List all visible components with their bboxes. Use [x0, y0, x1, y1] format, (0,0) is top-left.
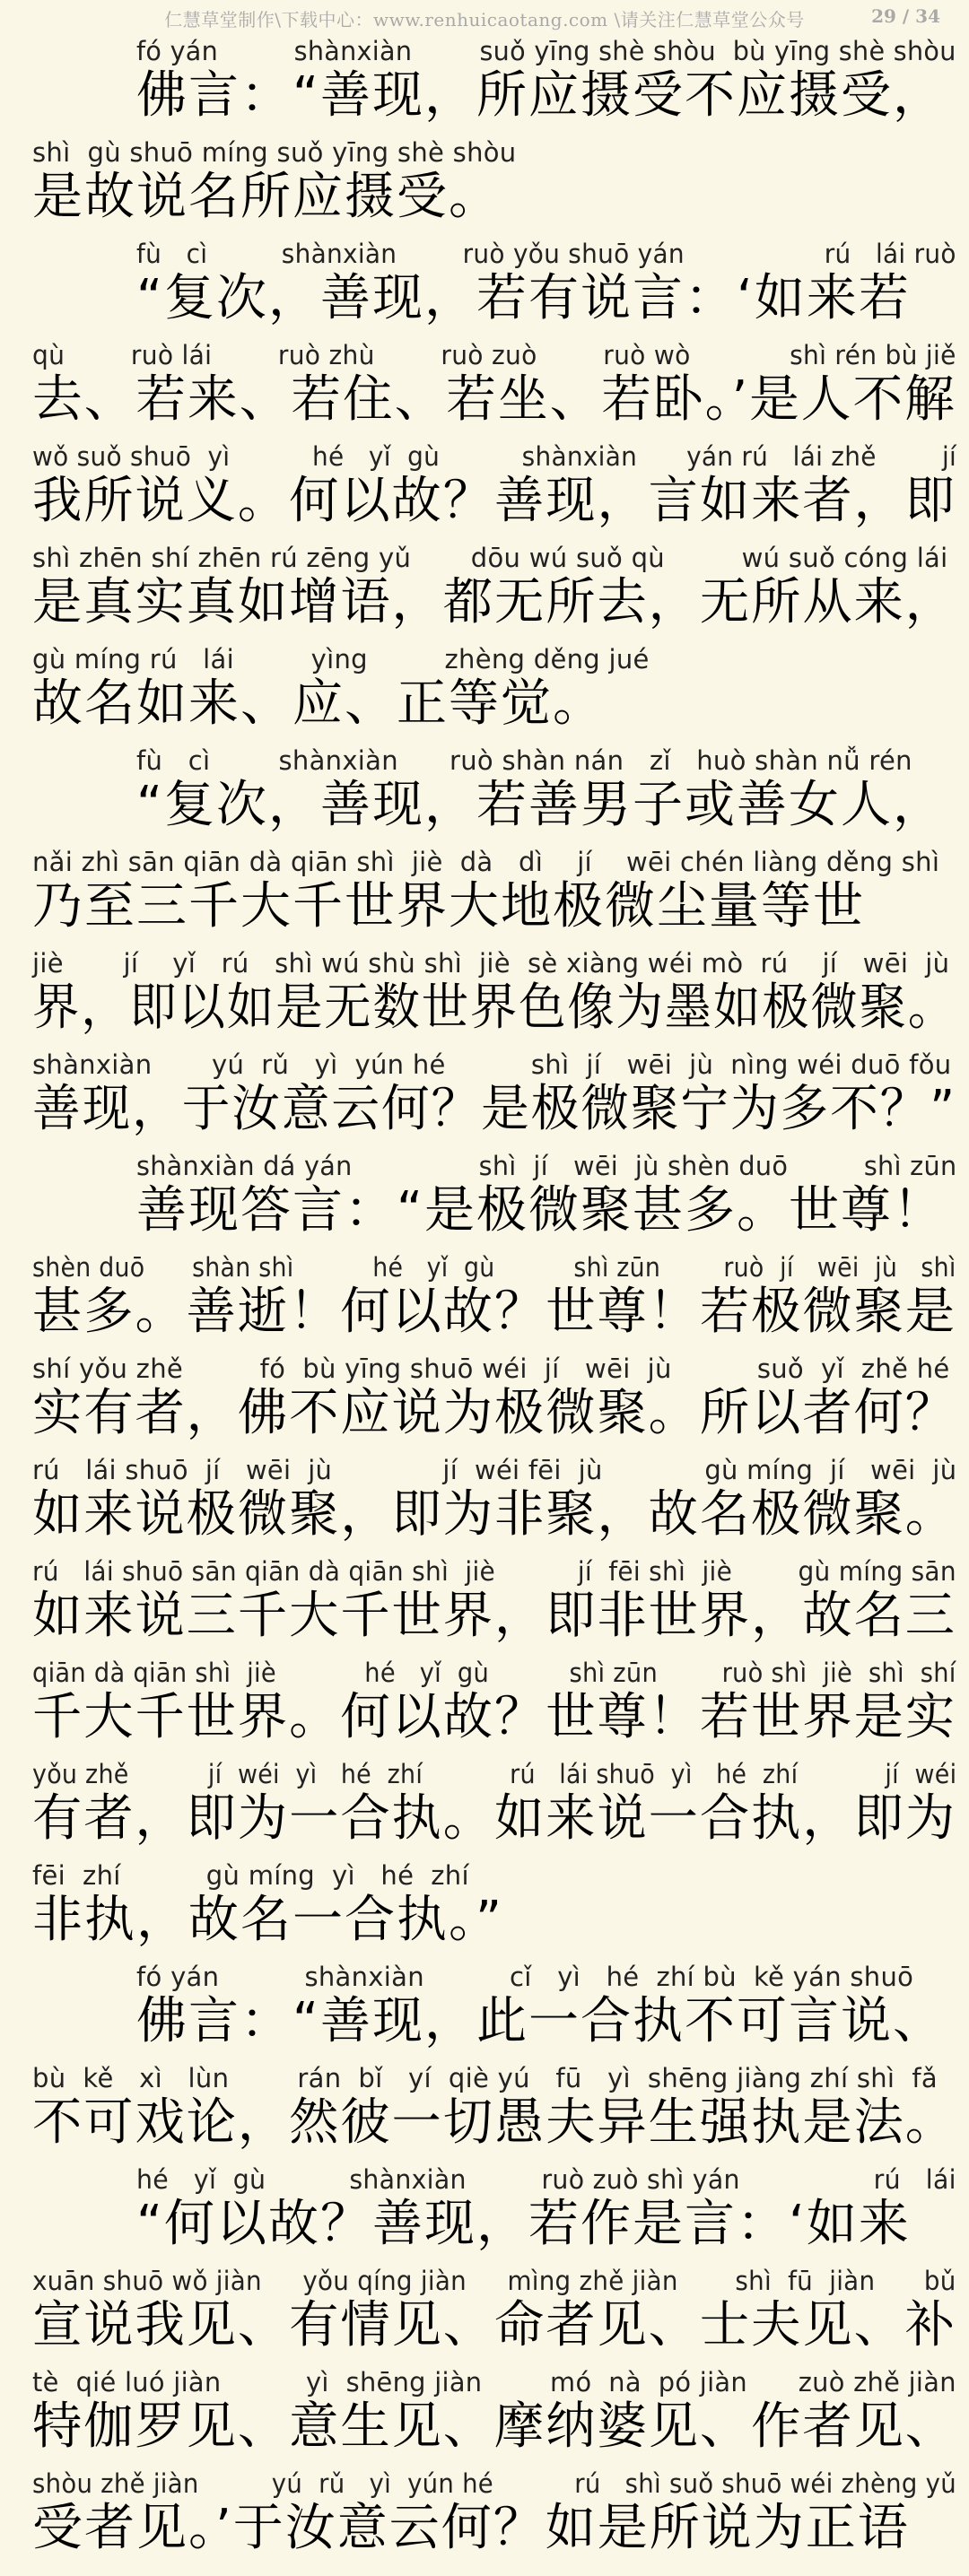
text-line — [0, 1759, 969, 1860]
chinese-text: “复次，善现，若善男子或善女人， — [136, 776, 946, 834]
pinyin-annotation: xuān shuō wǒ jiàn yǒu qíng jiàn mìng zhě jiàn shì fū jiàn bǔ — [32, 2266, 956, 2296]
pinyin-annotation: shòu zhě jiàn yú rǔ yì yún hé rú shì suǒ shuō wéi zhèng yǔ — [32, 2468, 956, 2499]
pinyin-annotation: shèn duō shàn shì hé yǐ gù shì zūn ruò jí wēi jù shì — [32, 1252, 956, 1283]
pinyin-annotation: fó yán shànxiàn cǐ yì hé zhí bù kě yán shuō — [136, 1962, 914, 1992]
text-line — [0, 543, 969, 644]
chinese-text: 非执，故名一合执。” — [32, 1891, 504, 1949]
text-line — [0, 239, 969, 340]
pinyin-annotation: shànxiàn yú rǔ yì yún hé shì jí wēi jù nìng wéi duō fǒu — [32, 1049, 952, 1080]
pinyin-annotation: wǒ suǒ shuō yì hé yǐ gù shànxiàn yán rú lái zhě jí — [32, 441, 957, 472]
text-line — [0, 847, 969, 948]
text-line — [0, 948, 969, 1049]
pinyin-annotation: rú lái shuō sān qiān dà qiān shì jiè jí fēi shì jiè gù míng sān — [32, 1556, 956, 1587]
text-line — [0, 2063, 969, 2164]
text-line — [0, 2367, 969, 2468]
text-line — [0, 644, 969, 745]
chinese-text: 界，即以如是无数世界色像为墨如极微聚。 — [32, 979, 957, 1037]
text-line — [0, 1658, 969, 1759]
chinese-text: 实有者，佛不应说为极微聚。所以者何？ — [32, 1384, 957, 1442]
pinyin-annotation: fù cì shànxiàn ruò shàn nán zǐ huò shàn nǚ rén — [136, 745, 912, 776]
text-line — [0, 340, 969, 441]
chinese-text: 去、若来、若住、若坐、若卧。’是人不解 — [32, 370, 956, 429]
pinyin-annotation: rú lái shuō jí wēi jù jí wéi fēi jù gù míng jí wēi jù — [32, 1455, 957, 1485]
text-line — [0, 137, 969, 239]
text-line — [0, 2468, 969, 2570]
page-number: 29 / 34 — [871, 5, 940, 27]
pinyin-annotation: fù cì shànxiàn ruò yǒu shuō yán rú lái ruò — [136, 239, 956, 269]
chinese-text: 是真实真如增语，都无所去，无所从来， — [32, 573, 957, 631]
chinese-text: 特伽罗见、意生见、摩纳婆见、作者见、 — [32, 2398, 957, 2456]
chinese-text: 乃至三千大千世界大地极微尘量等世 — [32, 877, 865, 936]
chinese-text: 千大千世界。何以故？世尊！若世界是实 — [32, 1688, 957, 1746]
text-line — [0, 1353, 969, 1455]
pinyin-annotation: shì zhēn shí zhēn rú zēng yǔ dōu wú suǒ qù wú suǒ cóng lái — [32, 543, 948, 573]
text-line — [0, 1151, 969, 1252]
chinese-text: 是故说名所应摄受。 — [32, 168, 501, 226]
chinese-text: 我所说义。何以故？善现，言如来者，即 — [32, 472, 957, 530]
chinese-text: 佛言：“善现，所应摄受不应摄受， — [136, 66, 946, 125]
text-line — [0, 1556, 969, 1658]
text-line — [0, 745, 969, 847]
pinyin-annotation: yǒu zhě jí wéi yì hé zhí rú lái shuō yì hé zhí jí wéi — [32, 1759, 957, 1789]
chinese-text: 如来说极微聚，即为非聚，故名极微聚。 — [32, 1485, 957, 1544]
pinyin-annotation: gù míng rú lái yìng zhèng děng jué — [32, 644, 650, 674]
pinyin-annotation: hé yǐ gù shànxiàn ruò zuò shì yán rú lái — [136, 2164, 956, 2195]
pinyin-annotation: shì gù shuō míng suǒ yīng shè shòu — [32, 137, 517, 168]
pinyin-annotation: tè qié luó jiàn yì shēng jiàn mó nà pó jiàn zuò zhě jiàn — [32, 2367, 956, 2398]
text-line — [0, 1455, 969, 1556]
chinese-text: 佛言：“善现，此一合执不可言说、 — [136, 1992, 946, 2050]
text-line — [0, 2164, 969, 2266]
chinese-text: 甚多。善逝！何以故？世尊！若极微聚是 — [32, 1283, 957, 1341]
chinese-text: 宣说我见、有情见、命者见、士夫见、补 — [32, 2296, 957, 2354]
chinese-text: “何以故？善现，若作是言：‘如来 — [136, 2195, 911, 2253]
chinese-text: 善现答言：“是极微聚甚多。世尊！ — [136, 1181, 946, 1240]
header-title: 仁慧草堂制作\下载中心：www.renhuicaotang.com \请关注仁慧草堂公众号 — [164, 9, 805, 30]
pinyin-annotation: bù kě xì lùn rán bǐ yí qiè yú fū yì shēng jiàng zhí shì fǎ — [32, 2063, 938, 2093]
chinese-text: 受者见。’于汝意云何？如是所说为正语 — [32, 2499, 910, 2557]
pinyin-annotation: shí yǒu zhě fó bù yīng shuō wéi jí wēi jù suǒ yǐ zhě hé — [32, 1353, 950, 1384]
pinyin-annotation: jiè jí yǐ rú shì wú shù shì jiè sè xiàng wéi mò rú jí wēi jù — [32, 948, 950, 979]
pinyin-annotation: fēi zhí gù míng yì hé zhí — [32, 1860, 469, 1891]
text-line — [0, 1049, 969, 1151]
chinese-text: 不可戏论，然彼一切愚夫异生强执是法。 — [32, 2093, 957, 2152]
chinese-text: 如来说三千大千世界，即非世界，故名三 — [32, 1587, 957, 1645]
pinyin-annotation: nǎi zhì sān qiān dà qiān shì jiè dà dì jí wēi chén liàng děng shì — [32, 847, 940, 877]
pinyin-annotation: qiān dà qiān shì jiè hé yǐ gù shì zūn ruò shì jiè shì shí — [32, 1658, 956, 1688]
pinyin-annotation: qù ruò lái ruò zhù ruò zuò ruò wò shì rén bù jiě — [32, 340, 956, 370]
text-line — [0, 1962, 969, 2063]
chinese-text: 有者，即为一合执。如来说一合执，即为 — [32, 1789, 957, 1848]
text-line — [0, 1252, 969, 1353]
text-line — [0, 36, 969, 137]
text-line — [0, 1860, 969, 1962]
chinese-text: “复次，善现，若有说言：‘如来若 — [136, 269, 911, 327]
text-line — [0, 2266, 969, 2367]
pinyin-annotation: shànxiàn dá yán shì jí wēi jù shèn duō shì zūn — [136, 1151, 957, 1181]
pinyin-annotation: fó yán shànxiàn suǒ yīng shè shòu bù yīng shè shòu — [136, 36, 956, 66]
chinese-text: 故名如来、应、正等觉。 — [32, 674, 605, 733]
text-line — [0, 441, 969, 543]
chinese-text: 善现，于汝意云何？是极微聚宁为多不？” — [32, 1080, 956, 1138]
